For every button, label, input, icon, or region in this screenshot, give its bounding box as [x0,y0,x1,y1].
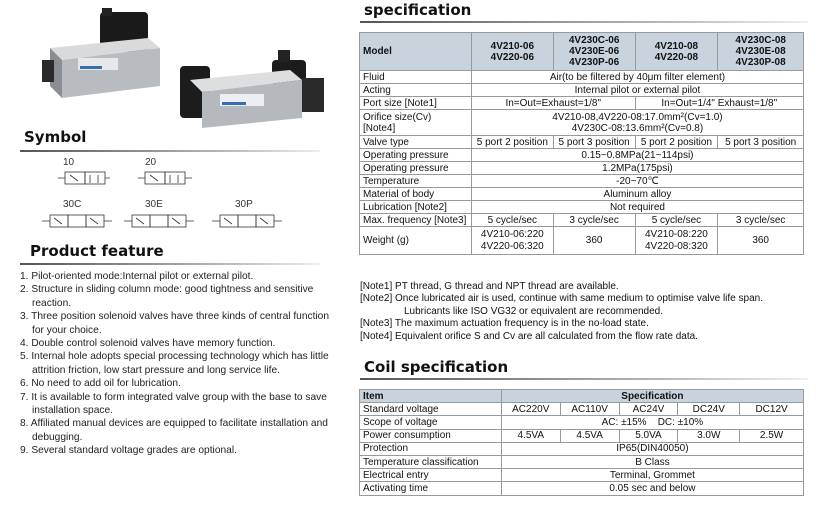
model-cell: 4V230C-08 4V230E-08 4V230P-08 [718,33,804,71]
symbol-heading: Symbol [24,128,87,146]
row-label: Standard voltage [360,403,502,416]
row-value: 2.5W [740,429,804,442]
table-row [360,84,804,97]
table-row [360,442,804,455]
row-label: Operating pressure [360,149,472,162]
coil-table [359,389,804,496]
row-value: 5 port 2 position [471,136,553,149]
feature-item: 9. Several standard voltage grades are optional. [20,445,237,457]
table-row [360,227,804,255]
feature-item: 5. Internal hole adopts special processing technology which has little attrition friction, low start pressure and long service life. [20,351,329,376]
row-value: DC24V [678,403,740,416]
spec-notes [360,281,810,343]
row-value: 1.2MPa(175psi) [471,162,803,175]
symbol-label-10: 10 [63,157,75,168]
spec-rule [360,21,808,23]
model-label: Model [360,33,472,71]
row-label: Port size [Note1] [360,97,472,110]
note-item: [Note2] Once lubricated air is used, continue with same medium to optimise valve life span. Lubricants like ISO VG32 or equivalent are recommended. [360,293,763,317]
feature-list [20,270,340,458]
symbol-20-diagram [138,172,192,184]
row-value: AC220V [501,403,560,416]
symbol-label-20: 20 [145,157,157,168]
row-value: 3 cycle/sec [718,214,804,227]
note-item: [Note1] PT thread, G thread and NPT thread are available. [360,281,619,292]
table-row [360,429,804,442]
feature-item: 7. It is available to form integrated valve group with the base to save installation space. [20,391,327,417]
row-label: Protection [360,442,502,455]
row-value: AC110V [560,403,619,416]
row-label: Temperature [360,175,472,188]
row-value: Air(to be filtered by 40μm filter element) [471,71,803,84]
table-row [360,97,804,110]
spec-heading: specification [364,1,472,19]
row-value: 5.0VA [619,429,678,442]
feature-item: 6. No need to add oil for lubrication. [20,378,181,390]
symbol-label-30p: 30P [235,199,253,210]
row-value: AC24V [619,403,678,416]
row-label: Lubrication [Note2] [360,201,472,214]
note-item: [Note3] The maximum actuation frequency is in the no-load state. [360,318,649,330]
feature-item: 3. Three position solenoid valves have three kinds of central function for your choice. [20,311,330,336]
model-cell: 4V210-08 4V220-08 [635,33,718,71]
row-value: Aluminum alloy [471,188,803,201]
row-label: Max. frequency [Note3] [360,214,472,227]
feature-item: 4. Double control solenoid valves have memory function. [20,338,276,350]
symbol-rule [20,150,320,152]
row-label: Scope of voltage [360,416,502,429]
symbol-label-30c: 30C [63,199,82,210]
coil-rule [360,378,808,380]
row-value: 360 [553,227,635,255]
symbol-30c-diagram [42,215,112,227]
table-row [360,162,804,175]
row-value: 5 port 3 position [553,136,635,149]
row-label: Activating time [360,482,502,495]
table-row [360,416,804,429]
row-label: Material of body [360,188,472,201]
row-value: 360 [718,227,804,255]
symbol-30e-diagram [124,215,194,227]
note-item: [Note4] Equivalent orifice S and Cv are all calculated from the flow rate data. [360,330,698,342]
row-label: Temperature classification [360,455,502,468]
row-label: Operating pressure [360,162,472,175]
row-value: 5 cycle/sec [635,214,718,227]
row-value: 3 cycle/sec [553,214,635,227]
row-label: Weight (g) [360,227,472,255]
table-row [360,175,804,188]
row-value: Terminal, Grommet [501,469,803,482]
row-value: 0.05 sec and below [501,482,803,495]
table-row [360,201,804,214]
row-value: AC: ±15% DC: ±10% [501,416,803,429]
table-row [360,482,804,495]
model-cell: 4V230C-06 4V230E-06 4V230P-06 [553,33,635,71]
row-label: Orifice size(Cv) [Note4] [360,110,472,136]
coil-heading: Coil specification [364,358,509,376]
row-label: Fluid [360,71,472,84]
row-value: 3.0W [678,429,740,442]
row-value: -20~70℃ [471,175,803,188]
row-label: Power consumption [360,429,502,442]
symbol-10-diagram [58,172,110,184]
table-row [360,455,804,468]
symbol-label-30e: 30E [145,199,163,210]
coil-item-label: Item [360,390,502,403]
row-value: Internal pilot or external pilot [471,84,803,97]
table-row [360,110,804,136]
row-label: Electrical entry [360,469,502,482]
feature-item: 1. Pilot-oriented mode:Internal pilot or external pilot. [20,271,254,282]
spec-header-row [360,33,804,71]
feature-item: 2. Structure in sliding column mode: good tightness and sensitive reaction. [20,284,314,309]
row-value: In=Out=1/4" Exhaust=1/8" [635,97,803,110]
row-value: 4.5VA [560,429,619,442]
row-value: IP65(DIN40050) [501,442,803,455]
row-value: 4V210-06:220 4V220-06:320 [471,227,553,255]
row-value: 4V210-08:220 4V220-08:320 [635,227,718,255]
row-value: 5 cycle/sec [471,214,553,227]
row-value: B Class [501,455,803,468]
table-row [360,403,804,416]
row-value: 4V210-08,4V220-08:17.0mm²(Cv=1.0) 4V230C-08:13.6mm²(Cv=0.8) [471,110,803,136]
valve-image-1 [42,8,160,98]
row-value: Not required [471,201,803,214]
table-row [360,188,804,201]
feature-item: 8. Affiliated manual devices are equipped to facilitate installation and debugging. [20,418,328,443]
valve-image-2 [180,50,324,128]
table-row [360,136,804,149]
coil-header-row [360,390,804,403]
symbol-30p-diagram [212,215,282,227]
table-row [360,71,804,84]
row-value: 0.15~0.8MPa(21~114psi) [471,149,803,162]
row-value: 5 port 2 position [635,136,718,149]
table-row [360,469,804,482]
row-value: 5 port 3 position [718,136,804,149]
product-photo [40,8,330,128]
feature-heading: Product feature [30,242,164,260]
model-cell: 4V210-06 4V220-06 [471,33,553,71]
table-row [360,214,804,227]
spec-table [359,32,804,255]
table-row [360,149,804,162]
symbol-diagrams [20,155,320,235]
feature-rule [20,263,320,265]
row-label: Valve type [360,136,472,149]
row-label: Acting [360,84,472,97]
row-value: DC12V [740,403,804,416]
row-value: In=Out=Exhaust=1/8" [471,97,635,110]
coil-spec-label: Specification [501,390,803,403]
row-value: 4.5VA [501,429,560,442]
